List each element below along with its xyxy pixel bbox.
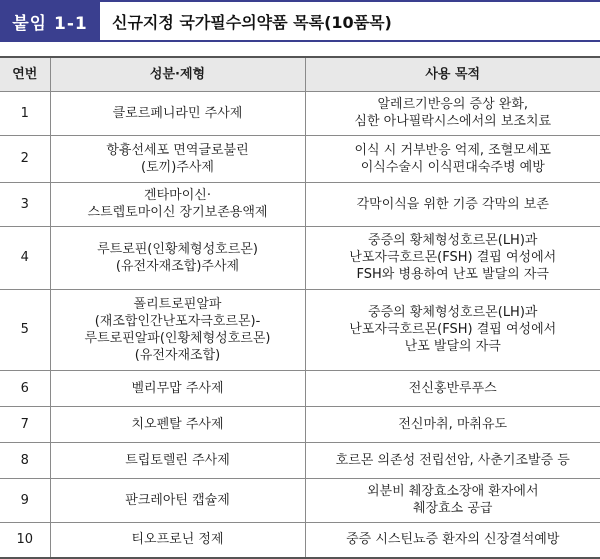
row-number: 4 [0, 226, 50, 289]
ingredient-line: 트립토렐린 주사제 [125, 452, 230, 468]
row-number: 7 [0, 406, 50, 442]
title-badge: 붙임 1-1 [0, 2, 100, 40]
ingredient-cell [50, 406, 305, 442]
purpose-cell [305, 406, 600, 442]
purpose-line: 난포자극호르몬(FSH) 결핍 여성에서 [349, 250, 557, 265]
purpose-cell [305, 442, 600, 478]
ingredient-cell [50, 522, 305, 558]
ingredient-line: 항흉선세포 면역글로불린 [106, 142, 249, 158]
purpose-line: 이식수술시 이식편대숙주병 예방 [360, 159, 545, 175]
purpose-cell [305, 182, 600, 226]
ingredient-line: 폴리트로핀알파 [133, 296, 222, 312]
ingredient-line: (토끼)주사제 [141, 159, 214, 175]
ingredient-line: 루트로핀알파(인황체형성호르몬) [84, 330, 271, 346]
table-row [0, 91, 600, 135]
row-number: 1 [0, 91, 50, 135]
ingredient-line: 겐타마이신· [144, 188, 211, 203]
purpose-cell [305, 226, 600, 289]
table-row [0, 370, 600, 406]
table-row [0, 226, 600, 289]
table-row [0, 182, 600, 226]
row-number: 9 [0, 478, 50, 522]
row-number: 10 [0, 522, 50, 558]
purpose-cell [305, 478, 600, 522]
ingredient-cell [50, 135, 305, 182]
ingredient-line: (재조합인간난포자극호르몬)- [94, 313, 261, 329]
ingredient-line: 판크레아틴 캡슐제 [125, 492, 230, 508]
purpose-line: 이식 시 거부반응 억제, 조혈모세포 [354, 142, 551, 158]
ingredient-line: 치오펜탈 주사제 [131, 416, 224, 432]
purpose-cell [305, 370, 600, 406]
purpose-cell [305, 522, 600, 558]
purpose-line: 외분비 췌장효소장애 환자에서 [366, 484, 539, 499]
header-purpose: 사용 목적 [305, 57, 600, 91]
purpose-line: 알레르기반응의 증상 완화, [377, 97, 529, 112]
ingredient-cell [50, 478, 305, 522]
ingredient-line: 루트로핀(인황체형성호르몬) [97, 241, 258, 257]
ingredient-cell [50, 182, 305, 226]
ingredient-cell [50, 370, 305, 406]
title-bar [0, 0, 600, 42]
row-number: 2 [0, 135, 50, 182]
essential-medicines-table [0, 56, 600, 559]
ingredient-line: 벨리무맙 주사제 [131, 380, 224, 396]
ingredient-cell [50, 226, 305, 289]
header-number: 연번 [0, 57, 50, 91]
purpose-line: 중증의 황체형성호르몬(LH)과 [368, 233, 538, 248]
purpose-line: 전신마취, 마취유도 [398, 416, 508, 432]
purpose-line: 호르몬 의존성 전립선암, 사춘기조발증 등 [335, 452, 570, 468]
header-ingredient: 성분·제형 [50, 57, 305, 91]
table-row [0, 442, 600, 478]
ingredient-line: (유전자재조합)주사제 [115, 258, 240, 274]
ingredient-line: 클로르페니라민 주사제 [112, 105, 243, 121]
purpose-line: 각막이식을 위한 기증 각막의 보존 [356, 196, 549, 212]
table-header-row [0, 57, 600, 91]
table-row [0, 135, 600, 182]
ingredient-cell [50, 289, 305, 370]
table-row [0, 406, 600, 442]
page-title: 신규지정 국가필수의약품 목록(10품목) [112, 12, 392, 32]
row-number: 5 [0, 289, 50, 370]
purpose-line: 중증의 황체형성호르몬(LH)과 [368, 305, 538, 320]
purpose-line: 난포자극호르몬(FSH) 결핍 여성에서 [349, 322, 557, 337]
table-row [0, 522, 600, 558]
purpose-cell [305, 135, 600, 182]
purpose-line: 심한 아나필락시스에서의 보조치료 [354, 114, 552, 129]
purpose-line: 췌장효소 공급 [413, 501, 493, 516]
row-number: 8 [0, 442, 50, 478]
purpose-line: 중증 시스틴뇨증 환자의 신장결석예방 [346, 532, 560, 548]
purpose-line: 전신홍반루푸스 [408, 380, 497, 396]
ingredient-cell [50, 442, 305, 478]
row-number: 3 [0, 182, 50, 226]
purpose-line: FSH와 병용하여 난포 발달의 자극 [356, 267, 549, 282]
purpose-line: 난포 발달의 자극 [404, 339, 501, 354]
ingredient-cell [50, 91, 305, 135]
purpose-cell [305, 91, 600, 135]
table-row [0, 289, 600, 370]
purpose-cell [305, 289, 600, 370]
ingredient-line: 티오프로닌 정제 [131, 532, 224, 548]
ingredient-line: (유전자재조합) [134, 347, 221, 363]
ingredient-line: 스트렙토마이신 장기보존용액제 [87, 205, 268, 220]
table-row [0, 478, 600, 522]
row-number: 6 [0, 370, 50, 406]
